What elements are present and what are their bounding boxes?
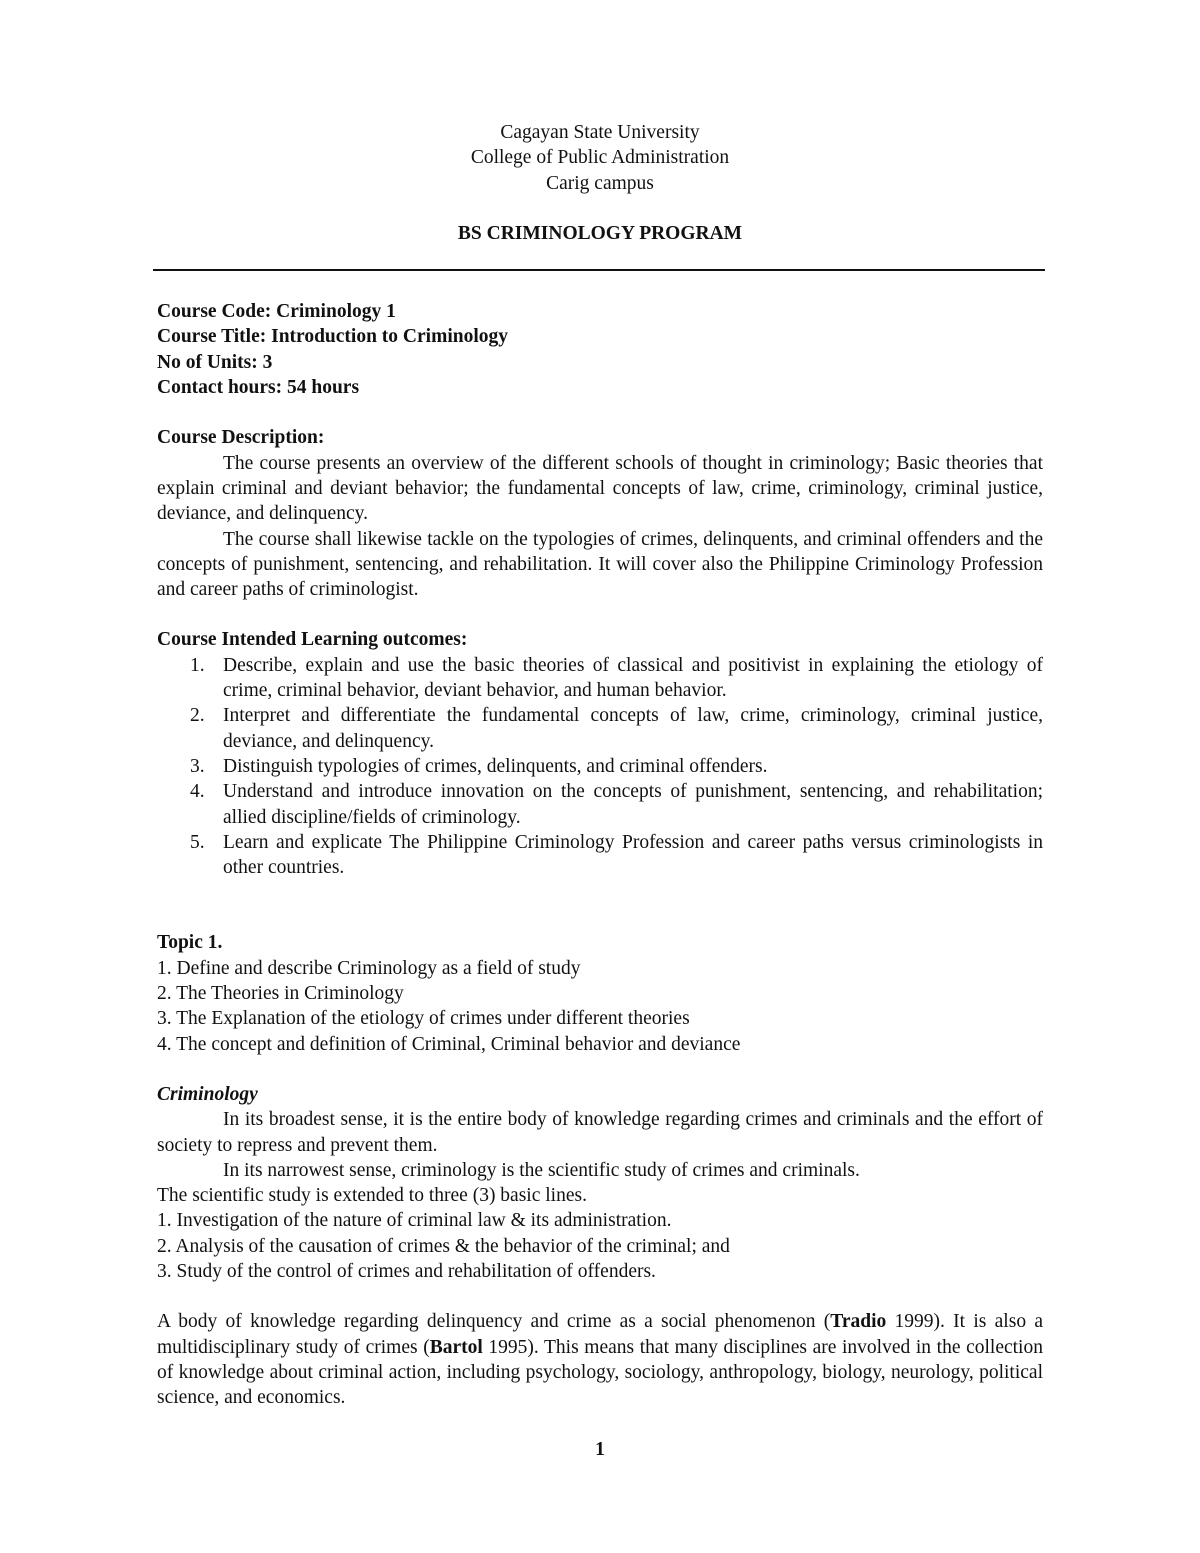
- outcome-item: [190, 754, 1043, 779]
- campus-name: Carig campus: [546, 172, 654, 194]
- topic-heading: Topic 1.: [157, 932, 223, 954]
- description-paragraph-2: The course shall likewise tackle on the typologies of crimes, delinquents, and criminal offenders and the concepts of punishment, sentencing, and rehabilitation. It will cover also the Philippine Criminology Profession and career paths of criminologist.: [157, 528, 1043, 601]
- outcome-text: Understand and introduce innovation on the concepts of punishment, sentencing, and rehabilitation; allied discipline/fields of criminology.: [223, 781, 1043, 828]
- outcome-item: [190, 830, 1043, 881]
- college-name: College of Public Administration: [470, 147, 730, 169]
- outcome-item: [190, 653, 1043, 704]
- broadest-sense-paragraph: In its broadest sense, it is the entire body of knowledge regarding crimes and criminals and the effort of society to repress and prevent them.: [157, 1109, 1043, 1156]
- body-text-part-2: 1999). It is also a multidisciplinary study of crimes (: [157, 1311, 1043, 1358]
- basic-line-item: 2. Analysis of the causation of crimes & the behavior of the criminal; and: [157, 1235, 730, 1257]
- citation-author-tradio: Tradio: [830, 1311, 887, 1333]
- header-divider: [153, 269, 1045, 271]
- description-paragraph-1: The course presents an overview of the different schools of thought in criminology; Basic theories that explain criminal and deviant behavior; the fundamental concepts of law, crime, criminology, criminal justice, deviance, and delinquency.: [157, 452, 1043, 525]
- narrowest-sense-paragraph: In its narrowest sense, criminology is the scientific study of crimes and criminals.: [223, 1159, 860, 1181]
- body-text-part-1: A body of knowledge regarding delinquency and crime as a social phenomenon (: [157, 1311, 831, 1333]
- topic-list: [157, 956, 1043, 1057]
- outcome-number: 2.: [190, 705, 205, 727]
- outcome-text: Learn and explicate The Philippine Criminology Profession and career paths versus criminologists in other countries.: [223, 831, 1043, 879]
- basic-lines-list: [157, 1208, 1043, 1284]
- course-units: No of Units: 3: [157, 351, 273, 373]
- outcome-item: [190, 703, 1043, 754]
- outcome-item: [190, 779, 1043, 830]
- document-header: [157, 120, 1043, 196]
- course-info: [157, 299, 1043, 400]
- outcome-text: Describe, explain and use the basic theories of classical and positivist in explaining the etiology of crime, criminal behavior, deviant behavior, and human behavior.: [223, 654, 1043, 702]
- program-title: BS CRIMINOLOGY PROGRAM: [457, 222, 743, 244]
- outcomes-heading: Course Intended Learning outcomes:: [157, 629, 468, 651]
- topic-item: 3. The Explanation of the etiology of crimes under different theories: [157, 1008, 690, 1030]
- citation-author-bartol: Bartol: [429, 1336, 483, 1358]
- basic-line-item: 3. Study of the control of crimes and rehabilitation of offenders.: [157, 1260, 656, 1282]
- university-name: Cagayan State University: [500, 122, 700, 143]
- criminology-heading: Criminology: [157, 1083, 258, 1105]
- course-code: Course Code: Criminology 1: [157, 301, 396, 323]
- topic-item: 1. Define and describe Criminology as a field of study: [157, 957, 581, 979]
- page-content: [157, 120, 1043, 1430]
- page-number: 1: [595, 1439, 605, 1460]
- basic-line-item: 1. Investigation of the nature of criminal law & its administration.: [157, 1210, 672, 1232]
- outcomes-list: [157, 653, 1043, 881]
- outcome-number: 1.: [190, 654, 205, 676]
- outcome-text: Interpret and differentiate the fundamental concepts of law, crime, criminology, criminal justice, deviance, and delinquency.: [223, 705, 1043, 752]
- course-title: Course Title: Introduction to Criminology: [157, 326, 509, 348]
- topic-item: 4. The concept and definition of Criminal, Criminal behavior and deviance: [157, 1033, 741, 1055]
- outcome-text: Distinguish typologies of crimes, delinquents, and criminal offenders.: [223, 755, 768, 777]
- contact-hours: Contact hours: 54 hours: [157, 377, 360, 399]
- basic-lines-intro: The scientific study is extended to three (3) basic lines.: [157, 1185, 587, 1207]
- topic-item: 2. The Theories in Criminology: [157, 983, 404, 1005]
- outcome-number: 4.: [190, 781, 205, 803]
- description-heading: Course Description:: [157, 427, 325, 449]
- outcome-number: 5.: [190, 831, 205, 853]
- multidisciplinary-paragraph: [157, 1309, 1043, 1410]
- body-text-part-3: 1995). This means that many disciplines are involved in the collection of knowledge about criminal action, including psychology, sociology, anthropology, biology, neurology, political science, and economics.: [157, 1336, 1043, 1409]
- outcome-number: 3.: [190, 755, 205, 777]
